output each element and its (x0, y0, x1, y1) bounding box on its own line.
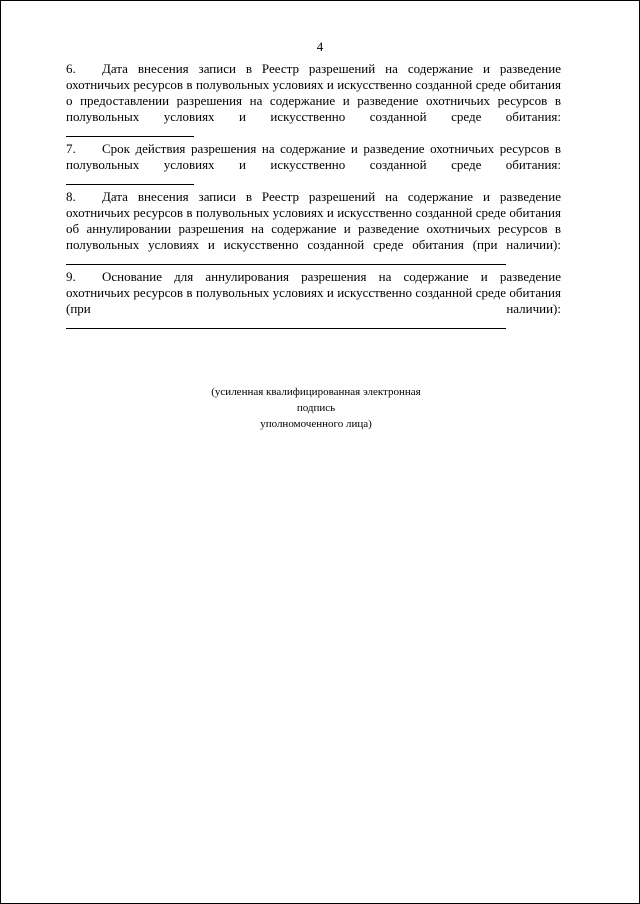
list-item-9 (66, 269, 561, 333)
signature-caption (191, 384, 441, 432)
item-text: Срок действия разрешения на содержание и разведение охотничьих ресурсов в полувольных условиях и искусственно созданной среде обитания: (66, 141, 561, 172)
signature-caption-line2: уполномоченного лица) (260, 418, 372, 430)
blank-field-line (66, 173, 194, 185)
blank-field-line (66, 317, 506, 329)
item-number: 6. (66, 61, 76, 76)
document-body (66, 61, 561, 333)
item-number: 9. (66, 269, 76, 284)
list-item-6 (66, 61, 561, 141)
blank-field-line (66, 125, 194, 137)
blank-field-line (66, 253, 506, 265)
list-item-8 (66, 189, 561, 269)
signature-caption-line1: (усиленная квалифицированная электронная подпись (211, 386, 421, 414)
item-number: 7. (66, 141, 76, 156)
item-number: 8. (66, 189, 76, 204)
list-item-7 (66, 141, 561, 189)
item-text: Дата внесения записи в Реестр разрешений на содержание и разведение охотничьих ресурсов в полувольных условиях и искусственно созданной среде обитания о предоставлении разрешения на содержание и разведение охотничьих ресурсов в полувольных условиях и искусственно созданной среде обитания: (66, 61, 561, 124)
item-text: Основание для аннулирования разрешения на содержание и разведение охотничьих ресурсов в полувольных условиях и искусственно созданной среде обитания (при наличии): (66, 269, 561, 316)
item-text: Дата внесения записи в Реестр разрешений на содержание и разведение охотничьих ресурсов в полувольных условиях и искусственно созданной среде обитания об аннулировании разрешения на содержание и разведение охотничьих ресурсов в полувольных условиях и искусственно созданной среде обитания (при наличии): (66, 189, 561, 252)
page-number: 4 (316, 39, 324, 54)
